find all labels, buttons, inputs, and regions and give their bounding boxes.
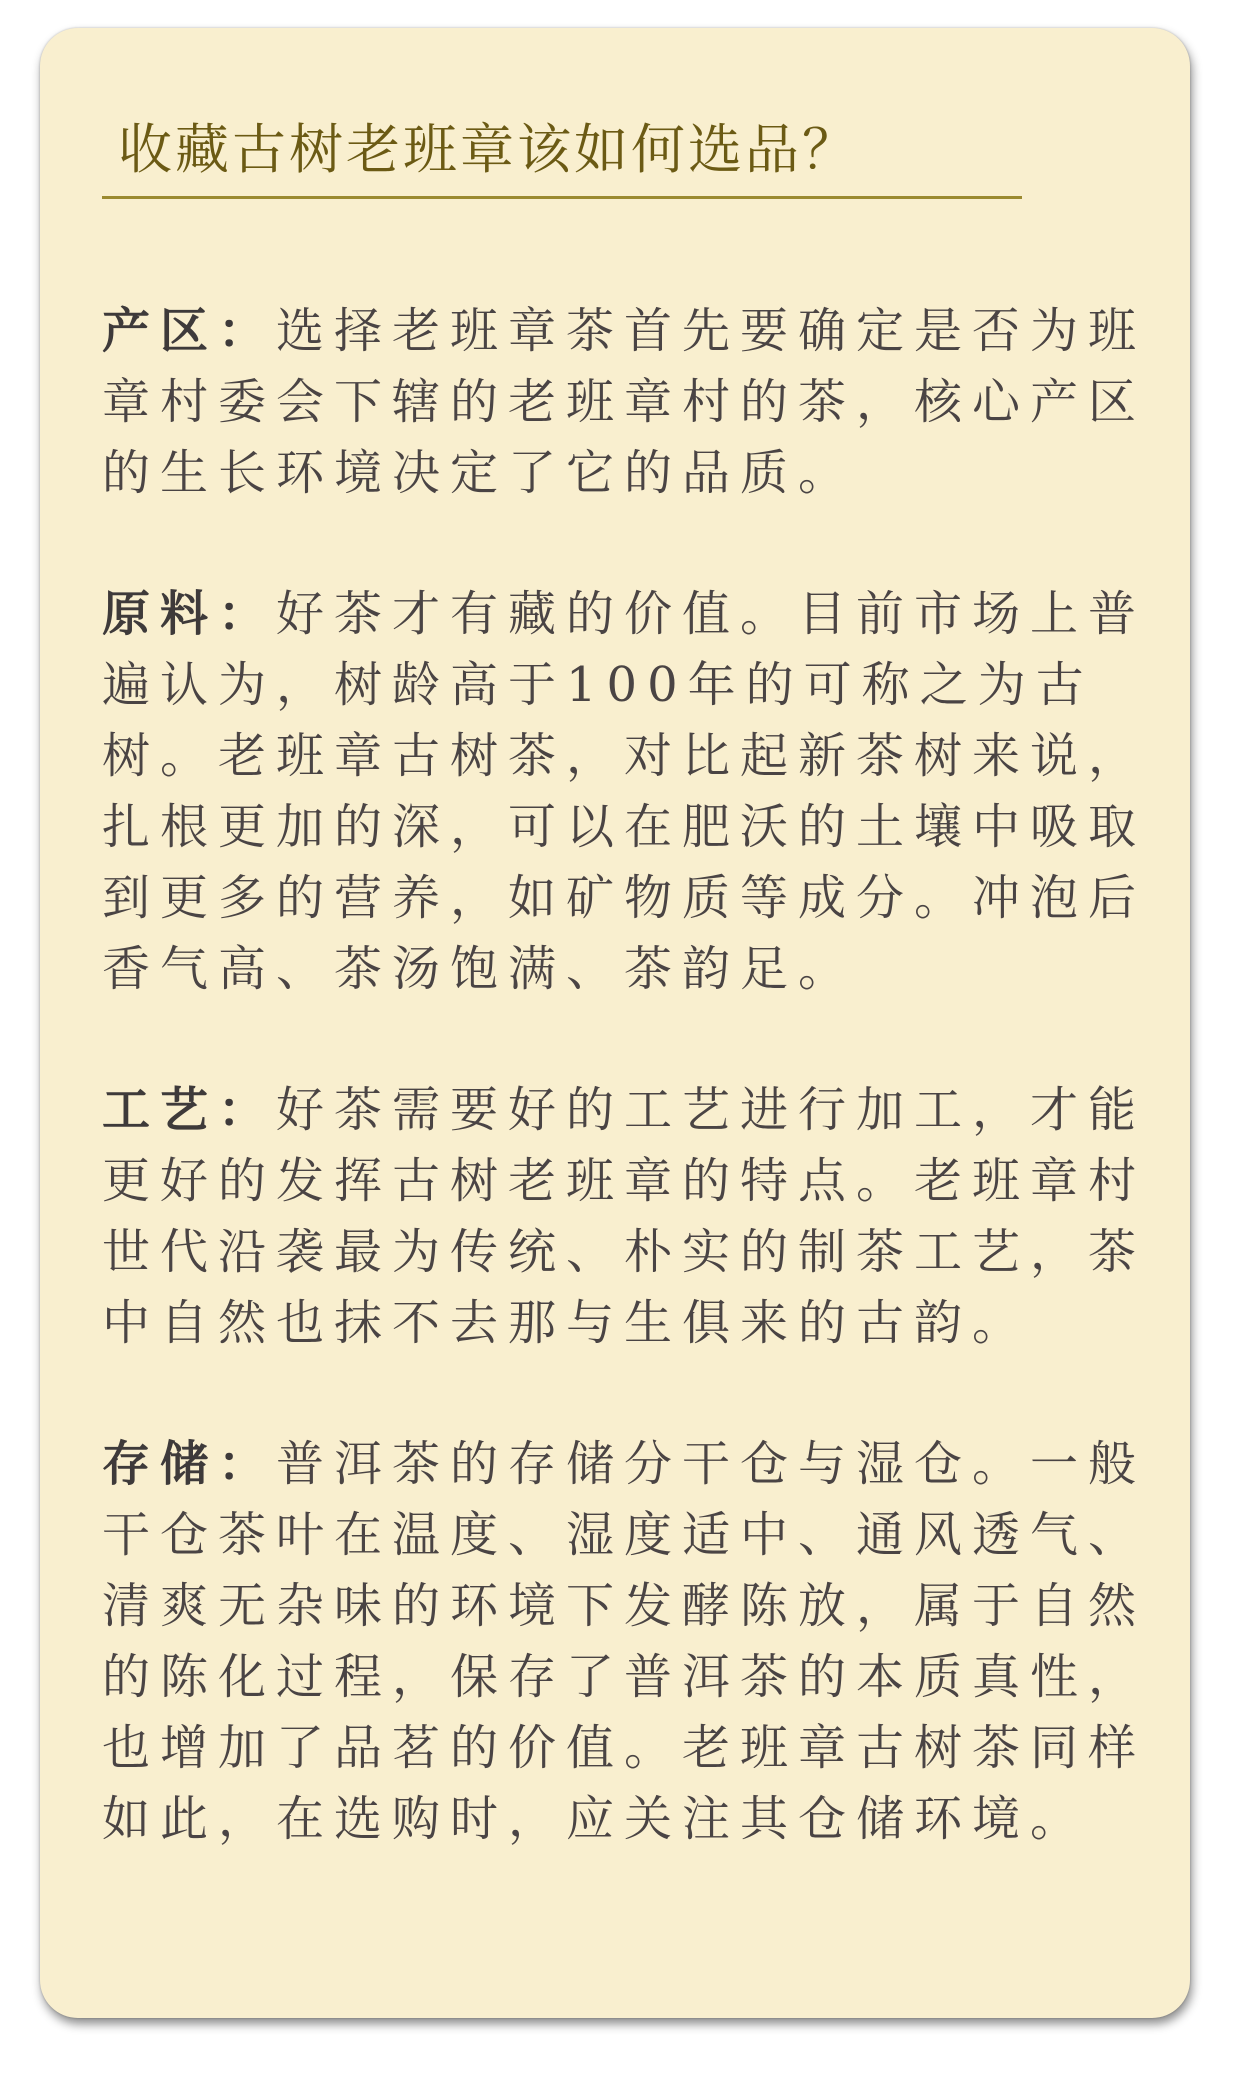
section-label: 产区：	[102, 303, 277, 359]
section-text: 好茶需要好的工艺进行加工，才能更好的发挥古树老班章的特点。老班章村世代沿袭最为传统、朴实的制茶工艺，茶中自然也抹不去那与生俱来的古韵。	[102, 1082, 1147, 1351]
section-text: 选择老班章茶首先要确定是否为班章村委会下辖的老班章村的茶，核心产区的生长环境决定了它的品质。	[102, 303, 1147, 501]
article-body	[102, 296, 1182, 1925]
title-underline	[102, 196, 1022, 199]
article-card	[40, 28, 1190, 2018]
section-label: 工艺：	[102, 1082, 277, 1138]
section-text: 好茶才有藏的价值。目前市场上普遍认为，树龄高于100年的可称之为古树。老班章古树茶，对比起新茶树来说，扎根更加的深，可以在肥沃的土壤中吸取到更多的营养，如矿物质等成分。冲泡后香气高、茶汤饱满、茶韵足。	[102, 586, 1147, 997]
section-craft	[102, 1075, 1182, 1359]
section-text: 普洱茶的存储分干仓与湿仓。一般干仓茶叶在温度、湿度适中、通风透气、清爽无杂味的环境下发酵陈放，属于自然的陈化过程，保存了普洱茶的本质真性，也增加了品茗的价值。老班章古树茶同样如此，在选购时，应关注其仓储环境。	[102, 1436, 1147, 1847]
section-material	[102, 579, 1182, 1005]
section-storage	[102, 1429, 1182, 1855]
article-title: 收藏古树老班章该如何选品？	[118, 118, 859, 181]
section-label: 原料：	[102, 586, 277, 642]
section-label: 存储：	[102, 1436, 277, 1492]
section-origin	[102, 296, 1182, 509]
